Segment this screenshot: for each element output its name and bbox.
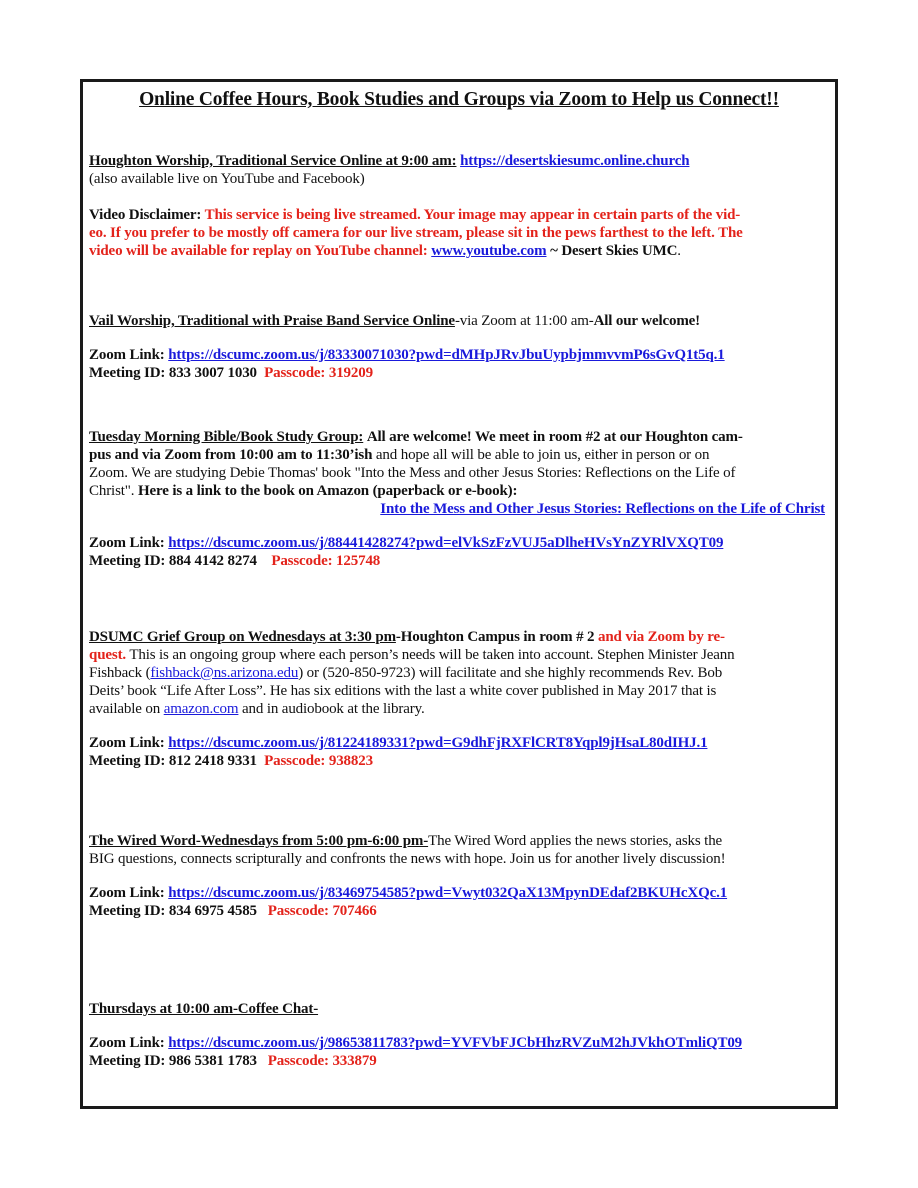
announcement-box [80, 79, 838, 1109]
disclaimer-text-2: eo. If you prefer to be mostly off camera for our live stream, please sit in the pews farthest to the left. The [89, 225, 743, 241]
wired-word-section [89, 832, 829, 920]
disclaimer-label: Video Disclaimer: [89, 207, 202, 223]
tuesday-meeting-id: Meeting ID: 884 4142 8274 [89, 553, 257, 569]
amazon-link[interactable]: amazon.com [163, 701, 239, 717]
grief-section [89, 628, 829, 770]
vail-time: -via Zoom at 11:00 am- [454, 313, 594, 329]
thursday-zoom-link[interactable]: https://dscumc.zoom.us/j/98653811783?pwd=YVFVbFJCbHhzRVZuM2hJVkhOTmliQT09 [168, 1035, 743, 1051]
thursday-zoom-label: Zoom Link: [89, 1035, 165, 1051]
grief-line4: Deits’ book “Life After Loss”. He has six editions with the last a white cover published in May 2017 that is [89, 683, 717, 699]
disclaimer-period: . [677, 243, 681, 259]
wired-line2: BIG questions, connects scripturally and confronts the news with hope. Join us for another lively discussion! [89, 851, 726, 867]
channel-name: ~ Desert Skies UMC [550, 243, 678, 259]
grief-line5-end: and in audiobook at the library. [242, 701, 425, 717]
wired-meeting-id: Meeting ID: 834 6975 4585 [89, 903, 257, 919]
houghton-section [89, 152, 829, 188]
grief-line5-start: available on [89, 701, 161, 717]
tuesday-section [89, 428, 829, 570]
grief-meeting-id: Meeting ID: 812 2418 9331 [89, 753, 257, 769]
thursday-meeting-id: Meeting ID: 986 5381 1783 [89, 1053, 257, 1069]
disclaimer-section [89, 206, 829, 260]
grief-zoom-label: Zoom Link: [89, 735, 165, 751]
vail-zoom-link[interactable]: https://dscumc.zoom.us/j/83330071030?pwd=dMHpJRvJbuUypbjmmvvmP6sGvQ1t5q.1 [168, 347, 725, 363]
vail-meeting-id: Meeting ID: 833 3007 1030 [89, 365, 257, 381]
thursday-heading: Thursdays at 10:00 am-Coffee Chat- [89, 1001, 319, 1017]
grief-heading: DSUMC Grief Group on Wednesdays at 3:30 pm [89, 629, 396, 645]
wired-line1: The Wired Word applies the news stories, asks the [428, 833, 723, 849]
tuesday-heading: Tuesday Morning Bible/Book Study Group: [89, 429, 364, 445]
grief-location: -Houghton Campus in room # 2 [395, 629, 595, 645]
vail-heading: Vail Worship, Traditional with Praise Band Service Online [89, 313, 455, 329]
vail-zoom-label: Zoom Link: [89, 347, 165, 363]
houghton-heading: Houghton Worship, Traditional Service Online at 9:00 am: [89, 153, 457, 169]
tuesday-amazon-note: Here is a link to the book on Amazon (paperback or e-book): [137, 483, 518, 499]
vail-welcome: All our welcome! [593, 313, 701, 329]
tuesday-bold-1: All are welcome! We meet in room #2 at our Houghton cam- [366, 429, 743, 445]
grief-line3-end: ) or (520-850-9723) will facilitate and she highly recommends Rev. Bob [298, 665, 723, 681]
announcement-content [89, 82, 829, 1069]
page-title: Online Coffee Hours, Book Studies and Groups via Zoom to Help us Connect!! [139, 89, 779, 110]
houghton-note: (also available live on YouTube and Facebook) [89, 171, 365, 187]
grief-line2: This is an ongoing group where each person’s needs will be taken into account. Stephen Minister Jeann [129, 647, 735, 663]
tuesday-passcode: Passcode: 125748 [271, 553, 381, 569]
disclaimer-text-1: This service is being live streamed. Your image may appear in certain parts of the vid- [204, 207, 741, 223]
grief-email-link[interactable]: fishback@ns.arizona.edu [150, 665, 299, 681]
tuesday-line4-start: Christ". [89, 483, 135, 499]
vail-passcode: Passcode: 319209 [264, 365, 373, 381]
tuesday-zoom-link[interactable]: https://dscumc.zoom.us/j/88441428274?pwd=elVkSzFzVUJ5aDlheHVsYnZYRlVXQT09 [168, 535, 724, 551]
wired-zoom-label: Zoom Link: [89, 885, 165, 901]
thursday-passcode: Passcode: 333879 [267, 1053, 377, 1069]
vail-section [89, 312, 829, 382]
book-amazon-link[interactable]: Into the Mess and Other Jesus Stories: Reflections on the Life of Christ [380, 501, 825, 517]
tuesday-line2-rest: and hope all will be able to join us, either in person or on [375, 447, 710, 463]
wired-zoom-link[interactable]: https://dscumc.zoom.us/j/83469754585?pwd=Vwyt032QaX13MpynDEdaf2BKUHcXQc.1 [168, 885, 728, 901]
tuesday-zoom-label: Zoom Link: [89, 535, 165, 551]
grief-zoom-note-1: and via Zoom by re- [598, 629, 725, 645]
tuesday-bold-2: pus and via Zoom from 10:00 am to 11:30’ish [89, 447, 373, 463]
grief-zoom-note-2: quest. [89, 647, 127, 663]
disclaimer-text-3: video will be available for replay on YouTube channel: [89, 243, 428, 259]
wired-heading: The Wired Word-Wednesdays from 5:00 pm-6:00 pm- [89, 833, 429, 849]
grief-zoom-link[interactable]: https://dscumc.zoom.us/j/81224189331?pwd=G9dhFjRXFlCRT8Yqpl9jHsaL80dIHJ.1 [168, 735, 708, 751]
houghton-online-link[interactable]: https://desertskiesumc.online.church [460, 153, 690, 169]
tuesday-line3: Zoom. We are studying Debie Thomas' book "Into the Mess and other Jesus Stories: Reflections on the Life of [89, 465, 736, 481]
thursday-section [89, 1000, 829, 1070]
youtube-link[interactable]: www.youtube.com [431, 243, 547, 259]
wired-passcode: Passcode: 707466 [267, 903, 377, 919]
grief-passcode: Passcode: 938823 [264, 753, 373, 769]
grief-line3-start: Fishback ( [89, 665, 151, 681]
